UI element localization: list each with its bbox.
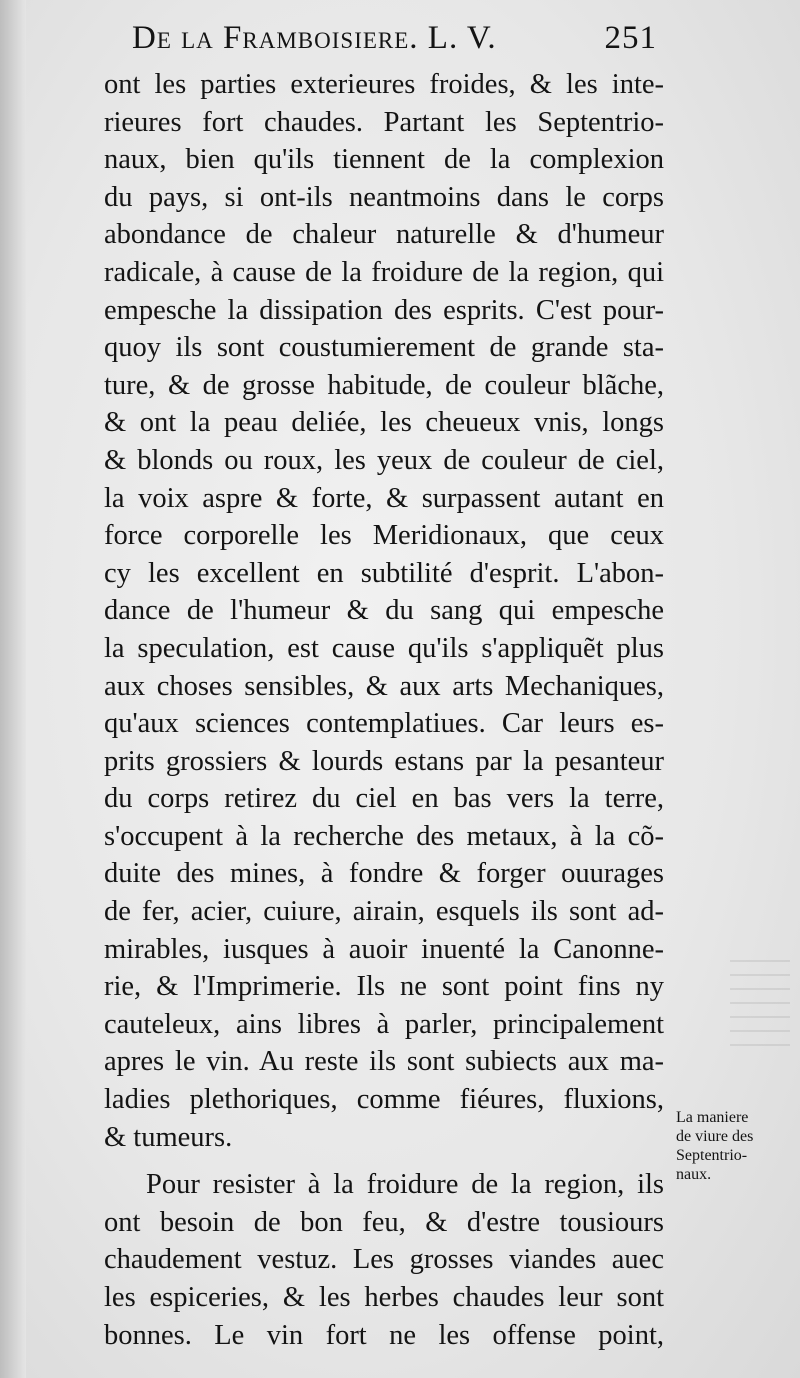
margin-note bbox=[676, 1108, 786, 1184]
text-line: duite des mines, à fondre & forger ouurages bbox=[104, 858, 664, 890]
text-line: apres le vin. Au reste ils sont subiects aux ma- bbox=[104, 1046, 664, 1078]
text-line: cauteleux, ains libres à parler, principalement bbox=[104, 1008, 664, 1040]
text-line: abondance de chaleur naturelle & d'humeur bbox=[104, 219, 664, 251]
text-line: quoy ils sont coustumierement de grande sta- bbox=[104, 332, 664, 364]
text-line: aux choses sensibles, & aux arts Mechaniques, bbox=[104, 670, 664, 702]
text-line: ture, & de grosse habitude, de couleur blãche, bbox=[104, 369, 664, 401]
text-line: ont besoin de bon feu, & d'estre tousiours bbox=[104, 1206, 664, 1238]
text-line: bonnes. Le vin fort ne les offense point, bbox=[104, 1319, 664, 1351]
margin-note-line: naux. bbox=[676, 1166, 712, 1183]
text-line: du corps retirez du ciel en bas vers la terre, bbox=[104, 783, 664, 815]
page-number: 251 bbox=[604, 20, 657, 56]
text-line: radicale, à cause de la froidure de la region, qui bbox=[104, 256, 664, 288]
text-line: rieures fort chaudes. Partant les Septentrio- bbox=[104, 106, 664, 138]
text-line: la speculation, est cause qu'ils s'appliquẽt plus bbox=[104, 632, 664, 664]
text-line: & blonds ou roux, les yeux de couleur de ciel, bbox=[104, 444, 664, 476]
running-header bbox=[132, 20, 657, 72]
text-line: s'occupent à la recherche des metaux, à la cõ- bbox=[104, 820, 664, 852]
text-line: ont les parties exterieures froides, & les inte- bbox=[104, 69, 664, 100]
text-line: & ont la peau deliée, les cheueux vnis, longs bbox=[104, 407, 664, 439]
text-line: de fer, acier, cuiure, airain, esquels ils sont ad- bbox=[104, 896, 664, 928]
page-gutter bbox=[0, 0, 26, 1378]
text-line: chaudement vestuz. Les grosses viandes auec bbox=[104, 1244, 664, 1276]
margin-note-line: de viure des bbox=[676, 1128, 754, 1145]
text-line: force corporelle les Meridionaux, que ceux bbox=[104, 520, 664, 552]
text-line: du pays, si ont-ils neantmoins dans le corps bbox=[104, 181, 664, 213]
text-line: cy les excellent en subtilité d'esprit. L'abon- bbox=[104, 557, 664, 589]
header-title: De la Framboisiere. L. V. bbox=[132, 20, 497, 56]
text-line: qu'aux sciences contemplatiues. Car leurs es- bbox=[104, 708, 664, 740]
text-line: naux, bien qu'ils tiennent de la complexion bbox=[104, 144, 664, 176]
text-line: dance de l'humeur & du sang qui empesche bbox=[104, 595, 664, 627]
paragraph-gap bbox=[104, 1156, 664, 1166]
text-line: rie, & l'Imprimerie. Ils ne sont point fins ny bbox=[104, 971, 664, 1003]
text-line: Pour resister à la froidure de la region, ils bbox=[146, 1169, 664, 1201]
text-line: & tumeurs. bbox=[104, 1121, 233, 1153]
text-line: ladies plethoriques, comme fiéures, fluxions, bbox=[104, 1084, 664, 1116]
show-through-texture bbox=[730, 960, 790, 1050]
text-line: prits grossiers & lourds estans par la pesanteur bbox=[104, 745, 664, 777]
margin-note-line: Septentrio- bbox=[676, 1147, 748, 1164]
margin-note-line: La maniere bbox=[676, 1109, 749, 1126]
text-line: mirables, iusques à auoir inuenté la Canonne- bbox=[104, 933, 664, 965]
text-line: la voix aspre & forte, & surpassent autant en bbox=[104, 482, 664, 514]
text-line: les espiceries, & les herbes chaudes leur sont bbox=[104, 1282, 664, 1313]
text-line: empesche la dissipation des esprits. C'est pour- bbox=[104, 294, 664, 326]
main-text bbox=[104, 66, 664, 1354]
